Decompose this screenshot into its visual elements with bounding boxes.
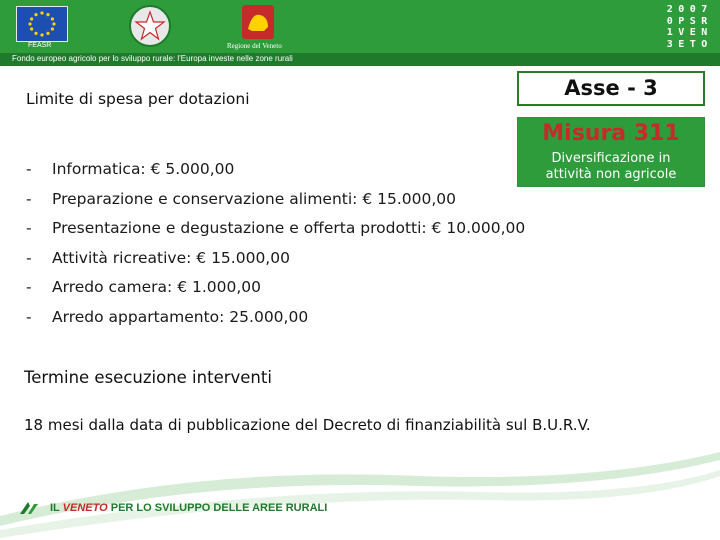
list-item-text: Attività ricreative: € 15.000,00 [52,248,290,267]
psr-letter: P [678,15,685,27]
psr-letter: N [701,27,708,38]
psr-letter: 2 [666,4,673,15]
region-caption: Regione del Veneto [227,42,282,50]
eu-flag-icon [16,6,68,42]
footer-slogan-brand: VENETO [62,502,108,514]
list-item-text: Informatica: € 5.000,00 [52,160,235,178]
psr-letter: E [689,27,696,38]
veneto-lion-icon [238,3,278,41]
list-dash: - [26,189,32,208]
veneto-rural-logo-icon [18,500,40,516]
header-tagline: Fondo europeo agricolo per lo sviluppo rurale: l'Europa investe nelle zone rurali [12,54,293,63]
psr-letter: R [701,15,708,27]
header-banner [0,0,720,66]
eu-caption: FEASR [28,42,52,49]
misura-box [517,117,705,187]
list-item-text: Preparazione e conservazione alimenti: € 15.000,00 [52,189,456,208]
misura-title: Misura 311 [542,121,680,146]
psr-letter: T [689,38,696,50]
footer-slogan-prefix: IL [50,502,63,514]
list-dash: - [26,248,32,267]
psr-letter: 3 [666,38,673,50]
asse-title-box: Asse - 3 [517,71,705,106]
psr-2007-2013-logo [664,4,710,50]
list-dash: - [26,160,32,178]
psr-letter: S [689,15,696,27]
deadline-text: 18 mesi dalla data di pubblicazione del Decreto di finanziabilità sul B.U.R.V. [24,416,591,434]
italian-emblem-icon [128,4,172,48]
psr-letter: 0 [666,15,673,27]
psr-letter: 0 [689,4,696,15]
footer-slogan [50,502,327,514]
list-item-text: Arredo camera: € 1.000,00 [52,278,262,297]
psr-letter: 0 [678,4,685,15]
list-item-text: Arredo appartamento: 25.000,00 [52,307,309,326]
list-dash: - [26,278,32,297]
psr-letter: 1 [666,27,673,38]
psr-letter: E [678,38,685,50]
deadline-heading: Termine esecuzione interventi [24,368,272,387]
psr-letter: O [701,38,708,50]
psr-letter: 7 [701,4,708,15]
misura-description-line1: Diversificazione in [551,151,671,166]
list-dash: - [26,219,32,238]
footer-slogan-suffix: PER LO SVILUPPO DELLE AREE RURALI [107,502,328,514]
footer-swoosh-decoration [0,446,720,540]
misura-description-line2: attività non agricole [545,167,677,182]
list-item-text: Presentazione e degustazione e offerta prodotti: € 10.000,00 [52,219,526,238]
list-dash: - [26,307,32,326]
psr-letter: V [678,27,685,38]
spending-limit-heading: Limite di spesa per dotazioni [26,90,250,108]
